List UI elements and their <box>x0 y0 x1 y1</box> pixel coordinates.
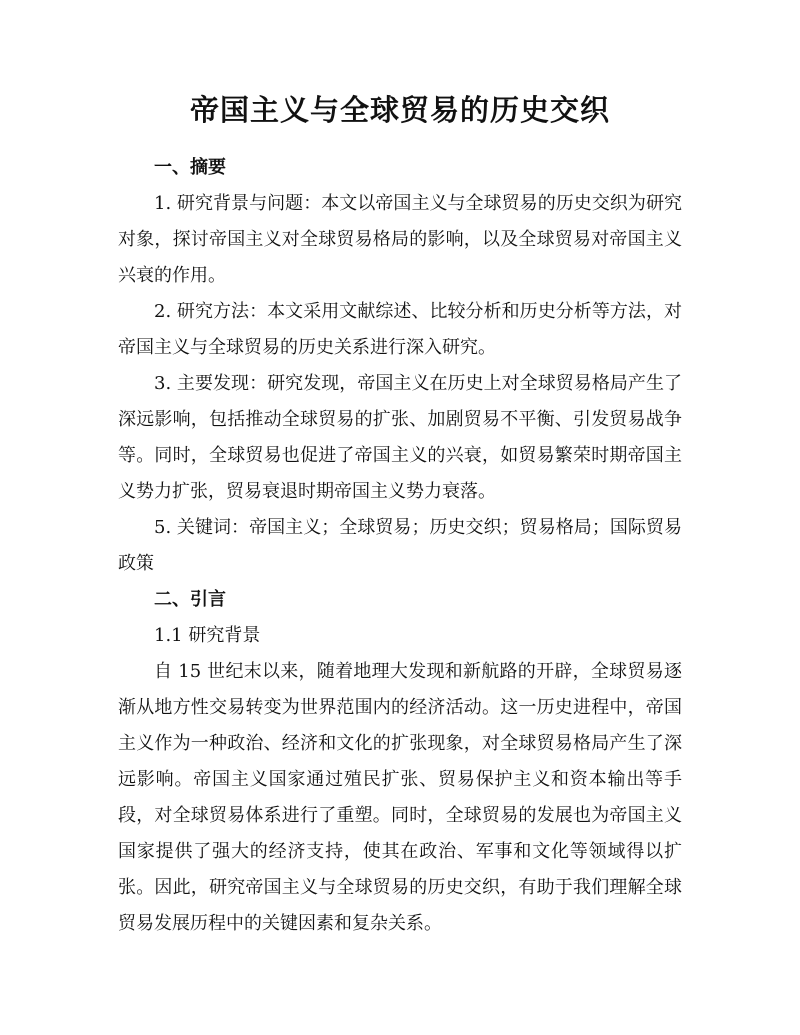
document-title: 帝国主义与全球贸易的历史交织 <box>189 93 610 127</box>
section-heading-abstract: 一、摘要 <box>154 157 226 178</box>
abstract-method-paragraph: 2. 研究方法：本文采用文献综述、比较分析和历史分析等方法，对帝国主义与全球贸易的历史关系进行深入研究。 <box>118 301 682 358</box>
abstract-keywords-paragraph: 5. 关键词：帝国主义；全球贸易；历史交织；贸易格局；国际贸易政策 <box>118 517 682 574</box>
introduction-background-paragraph: 自 15 世纪末以来，随着地理大发现和新航路的开辟，全球贸易逐渐从地方性交易转变为世界范围内的经济活动。这一历史进程中，帝国主义作为一种政治、经济和文化的扩张现象，对全球贸易格局产生了深远影响。帝国主义国家通过殖民扩张、贸易保护主义和资本输出等手段，对全球贸易体系进行了重塑。同时，全球贸易的发展也为帝国主义国家提供了强大的经济支持，使其在政治、军事和文化等领域得以扩张。因此，研究帝国主义与全球贸易的历史交织，有助于我们理解全球贸易发展历程中的关键因素和复杂关系。 <box>118 661 682 934</box>
section-heading-introduction: 二、引言 <box>154 589 226 610</box>
abstract-background-paragraph: 1. 研究背景与问题：本文以帝国主义与全球贸易的历史交织为研究对象，探讨帝国主义对全球贸易格局的影响，以及全球贸易对帝国主义兴衰的作用。 <box>118 193 682 286</box>
subsection-heading-background: 1.1 研究背景 <box>154 625 261 646</box>
abstract-findings-paragraph: 3. 主要发现：研究发现，帝国主义在历史上对全球贸易格局产生了深远影响，包括推动全球贸易的扩张、加剧贸易不平衡、引发贸易战争等。同时，全球贸易也促进了帝国主义的兴衰，如贸易繁荣时期帝国主义势力扩张，贸易衰退时期帝国主义势力衰落。 <box>118 373 682 502</box>
